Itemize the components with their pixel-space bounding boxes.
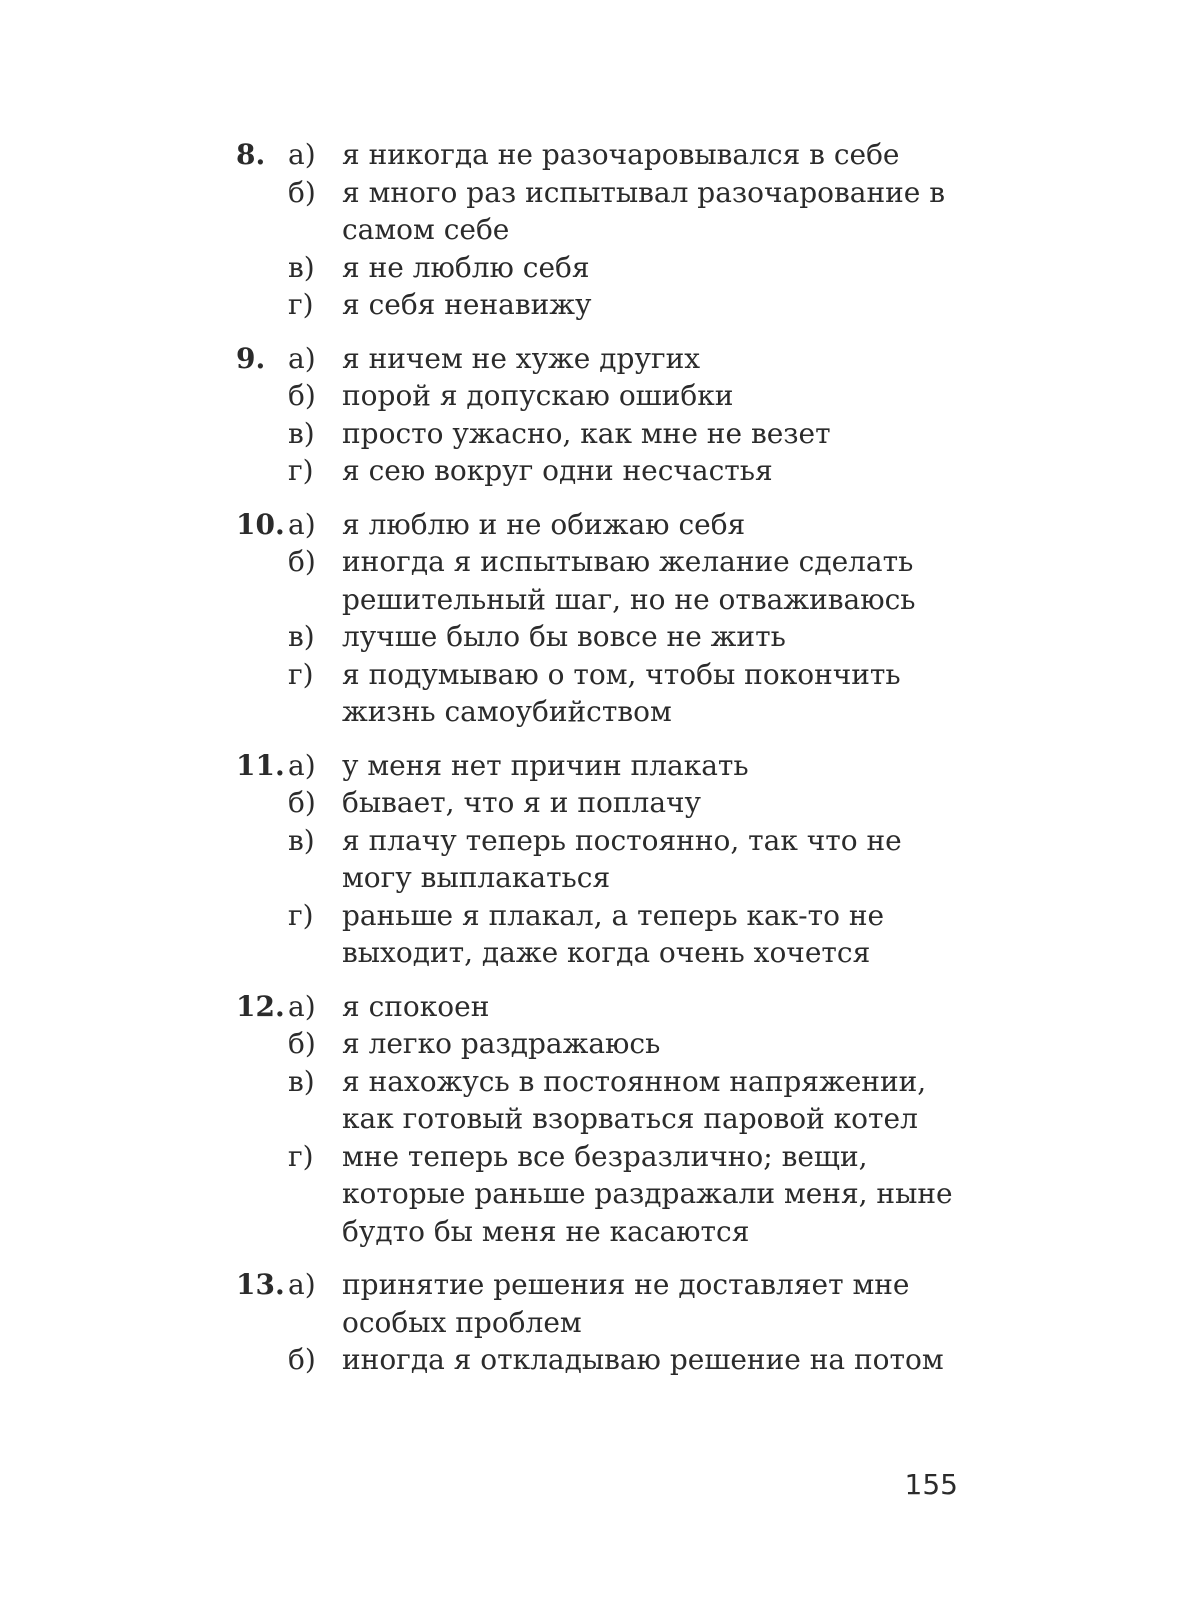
- option-b: [236, 1025, 956, 1063]
- option-text: я сею вокруг одни несчастья: [342, 454, 773, 487]
- option-label: г): [288, 1139, 314, 1173]
- option-text: просто ужасно, как мне не везет: [342, 416, 831, 450]
- option-label: а): [288, 989, 316, 1023]
- question-13: [236, 1266, 956, 1379]
- question-number: 11.: [236, 748, 285, 782]
- page-number: 155: [904, 1468, 958, 1501]
- option-label: а): [288, 138, 316, 171]
- option-g: [236, 656, 956, 731]
- option-label: г): [288, 288, 314, 321]
- option-label: а): [288, 341, 316, 375]
- option-label: в): [288, 416, 315, 450]
- option-text: я подумываю о том, чтобы покончить жизнь самоубийством: [342, 657, 901, 728]
- option-label: б): [288, 175, 316, 209]
- question-number: 8.: [236, 138, 266, 171]
- question-number: 10.: [236, 507, 285, 541]
- option-label: в): [288, 250, 315, 284]
- option-text: я не люблю себя: [342, 250, 590, 284]
- option-text: принятие решения не доставляет мне особых проблем: [342, 1268, 910, 1339]
- option-a: [236, 136, 956, 174]
- option-text: раньше я плакал, а теперь как-то не выходит, даже когда очень хочется: [342, 898, 885, 969]
- option-text: я нахожусь в постоянном напряжении, как готовый взорваться паровой котел: [342, 1064, 927, 1135]
- option-a: [236, 1266, 956, 1341]
- question-11: [236, 747, 956, 972]
- option-g: [236, 452, 956, 490]
- question-number: 9.: [236, 341, 266, 375]
- option-text: я много раз испытывал разочарование в самом себе: [342, 175, 946, 246]
- option-text: я никогда не разочаровывался в себе: [342, 138, 900, 171]
- option-text: бывает, что я и поплачу: [342, 786, 701, 819]
- option-text: иногда я откладываю решение на потом: [342, 1343, 944, 1376]
- option-v: [236, 249, 956, 287]
- option-b: [236, 1341, 956, 1379]
- option-label: б): [288, 1343, 316, 1376]
- question-9: [236, 340, 956, 490]
- option-b: [236, 784, 956, 822]
- option-a: [236, 988, 956, 1026]
- option-label: в): [288, 1064, 315, 1098]
- option-b: [236, 174, 956, 249]
- option-text: я люблю и не обижаю себя: [342, 507, 746, 541]
- option-text: иногда я испытываю желание сделать решительный шаг, но не отваживаюсь: [342, 545, 916, 616]
- option-label: в): [288, 823, 315, 857]
- option-g: [236, 897, 956, 972]
- option-a: [236, 340, 956, 378]
- option-text: я плачу теперь постоянно, так что не могу выплакаться: [342, 823, 902, 894]
- option-label: б): [288, 545, 316, 578]
- option-label: г): [288, 898, 314, 932]
- option-b: [236, 377, 956, 415]
- question-8: [236, 136, 956, 324]
- option-label: а): [288, 507, 316, 541]
- option-a: [236, 506, 956, 544]
- option-label: а): [288, 748, 316, 782]
- option-text: я спокоен: [342, 989, 490, 1023]
- option-g: [236, 1138, 956, 1251]
- question-12: [236, 988, 956, 1251]
- question-number: 12.: [236, 989, 285, 1023]
- option-text: у меня нет причин плакать: [342, 748, 749, 782]
- option-v: [236, 822, 956, 897]
- option-label: б): [288, 786, 316, 819]
- option-g: [236, 286, 956, 324]
- option-text: я ничем не хуже других: [342, 341, 701, 375]
- option-v: [236, 415, 956, 453]
- option-label: г): [288, 454, 314, 487]
- option-label: б): [288, 379, 316, 412]
- option-v: [236, 618, 956, 656]
- option-label: в): [288, 620, 315, 653]
- option-label: б): [288, 1027, 316, 1060]
- question-10: [236, 506, 956, 731]
- option-text: мне теперь все безразлично; вещи, которые раньше раздражали меня, ныне будто бы меня не касаются: [342, 1139, 953, 1248]
- option-v: [236, 1063, 956, 1138]
- option-b: [236, 543, 956, 618]
- option-label: а): [288, 1268, 316, 1301]
- option-label: г): [288, 657, 314, 691]
- question-number: 13.: [236, 1268, 285, 1301]
- option-text: я себя ненавижу: [342, 288, 592, 321]
- question-list: [236, 136, 956, 1395]
- option-text: я легко раздражаюсь: [342, 1027, 661, 1060]
- option-a: [236, 747, 956, 785]
- option-text: лучше было бы вовсе не жить: [342, 620, 786, 653]
- option-text: порой я допускаю ошибки: [342, 379, 734, 412]
